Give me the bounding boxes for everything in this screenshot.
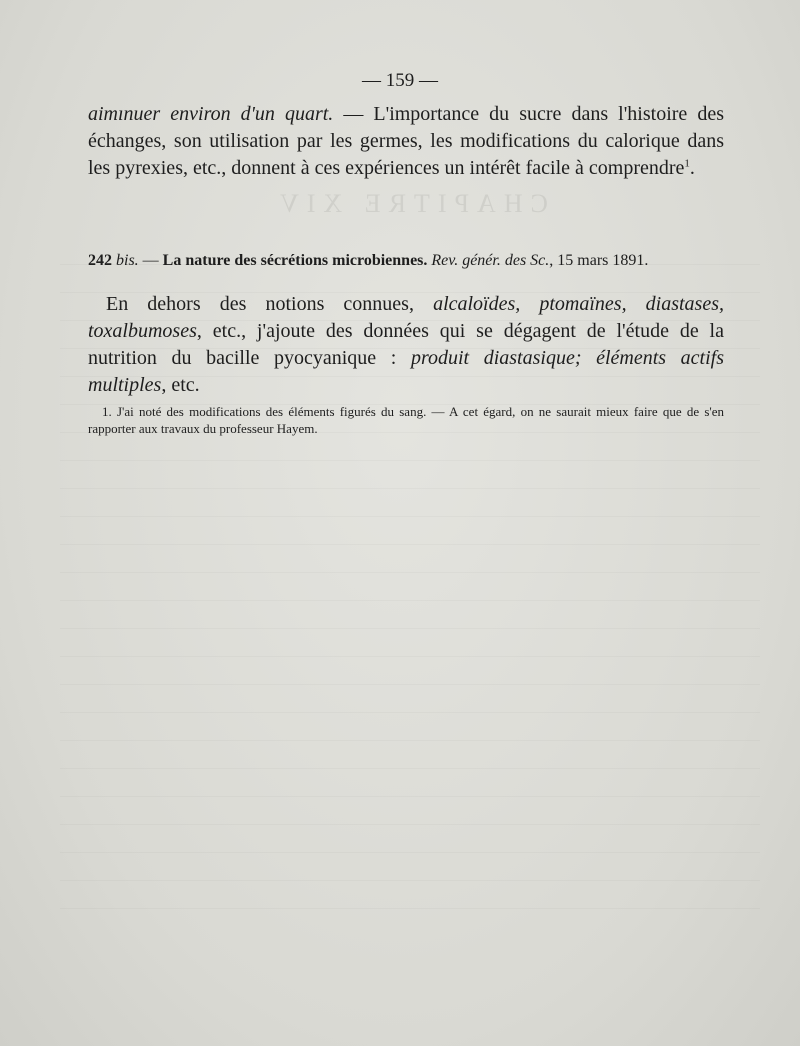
page-number: — 159 — xyxy=(362,70,438,91)
p2-text-1: En dehors des notions connues, xyxy=(106,293,434,315)
entry-heading xyxy=(88,250,724,272)
paragraph-sugar xyxy=(88,101,724,182)
entry-number: 242 xyxy=(88,252,112,269)
footnote-reference: 1 xyxy=(684,157,690,170)
footnote-mark: 1. xyxy=(102,404,112,419)
entry-journal: Rev. génér. des Sc. xyxy=(431,252,550,269)
paragraph-secretions xyxy=(88,291,724,399)
p2-italic-2: produit diastasique; éléments actifs multiples xyxy=(88,347,724,396)
paragraph-end: . xyxy=(689,157,695,179)
footnote-text: J'ai noté des modifications des éléments figurés du sang. — A cet égard, on ne saurait mieux faire que de s'en rapporter aux travaux du professeur Hayem. xyxy=(88,404,724,436)
entry-date: , 15 mars 1891. xyxy=(549,252,649,269)
footnote xyxy=(88,403,724,437)
entry-dash: — xyxy=(138,252,163,269)
paragraph-body: — L'importance du sucre dans l'histoire des échanges, son utilisation par les germes, les modifications du calorique dans les pyrexies, etc., donnent à ces expériences un intérêt facile à comprendre xyxy=(88,103,724,179)
entry-title: La nature des sécrétions microbiennes. xyxy=(162,252,428,269)
p2-text-2: , etc., j'ajoute des données qui se dégagent de l'étude de la nutrition du bacille pyocyanique : xyxy=(88,320,724,369)
p2-text-3: , etc. xyxy=(161,374,200,396)
show-through-heading: CHAPITRE XIV xyxy=(272,190,548,218)
entry-bis: bis. xyxy=(116,252,139,269)
paragraph-italic-start: aimınuer environ d'un quart. xyxy=(88,103,334,125)
p2-italic-1: alcaloïdes, ptomaïnes, diastases, toxalbumoses xyxy=(88,293,724,342)
